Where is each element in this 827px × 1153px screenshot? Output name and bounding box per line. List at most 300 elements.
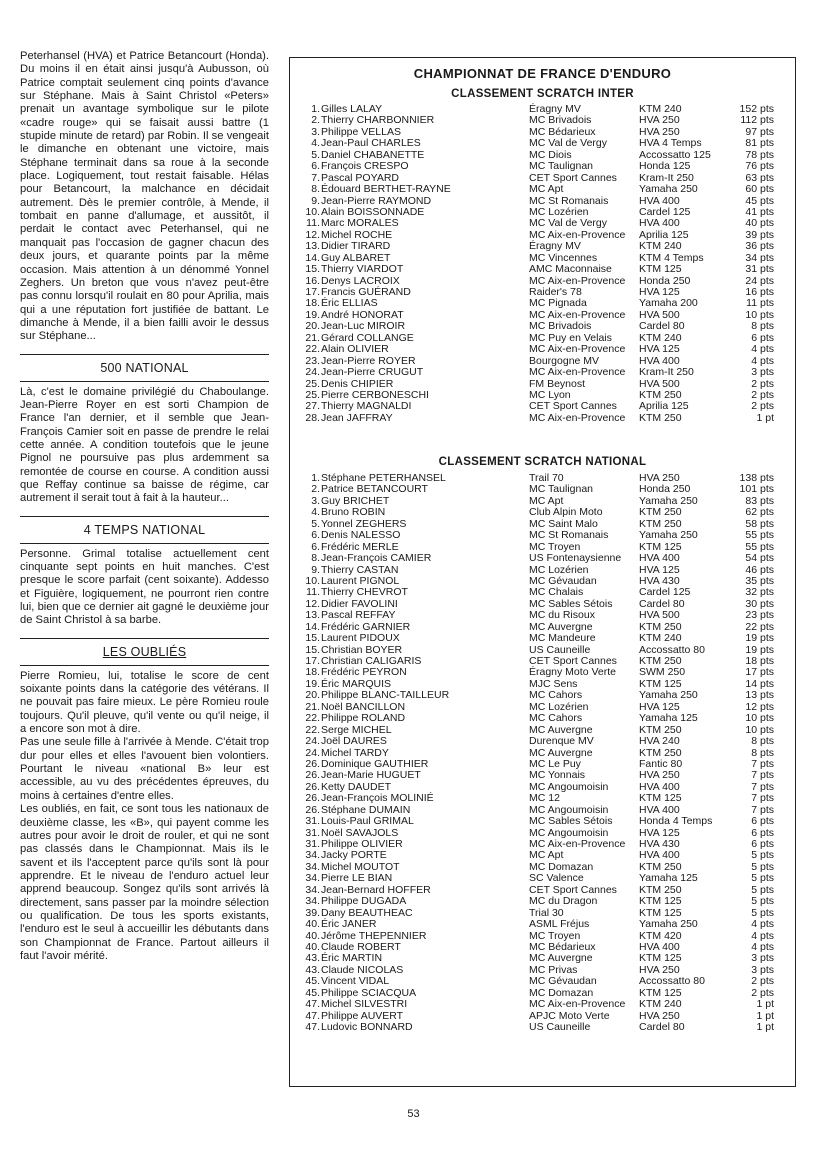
points-cell: 152 pts xyxy=(739,103,774,115)
club-cell: MC Mandeure xyxy=(529,632,596,645)
club-cell: MC Lozérien xyxy=(529,205,589,218)
rank-cell: 19. xyxy=(305,677,320,690)
points-cell: 5 pts xyxy=(751,895,774,908)
rider-name-cell: Michel SILVESTRI xyxy=(321,998,408,1011)
points-cell: 3 pts xyxy=(751,366,774,379)
rider-name-cell: Serge MICHEL xyxy=(321,723,392,736)
club-cell: Bourgogne MV xyxy=(529,354,600,367)
rider-name-cell: Stéphane PETERHANSEL xyxy=(321,472,446,484)
rider-name-cell: Jean-Pierre RAYMOND xyxy=(321,194,432,207)
club-cell: MC Aix-en-Provence xyxy=(529,838,626,850)
points-cell: 40 pts xyxy=(745,217,774,230)
club-cell: MC Bédarieux xyxy=(529,125,596,138)
points-cell: 112 pts xyxy=(740,114,774,127)
motorcycle-cell: HVA 4 Temps xyxy=(639,137,702,150)
rider-name-cell: Didier TIRARD xyxy=(321,240,391,253)
motorcycle-cell: HVA 500 xyxy=(639,377,680,390)
points-cell: 4 pts xyxy=(751,929,774,942)
rank-cell: 40. xyxy=(305,940,320,953)
motorcycle-cell: Yamaha 200 xyxy=(639,297,698,310)
rank-cell: 40. xyxy=(305,918,320,931)
points-cell: 60 pts xyxy=(745,183,774,196)
motorcycle-cell: Kram-It 250 xyxy=(639,366,694,379)
rank-cell: 34. xyxy=(305,849,320,862)
intro-paragraph: Peterhansel (HVA) et Patrice Betancourt (Honda). Du moins il en était ainsi jusqu'à Aubusson, où Patrice comptait seulement cinq points d'avance sur Stéphane. Mais à Saint Christol «Peters» prenait un avantage symbolique sur le pilote «cadre rouge» qui se faisait aussi battre (1 stupide minute de retard) par Robin. Il se vengeait le dimanche en obtenant une victoire, mais Stéphane terminait dans sa roue à la seconde place. Logiquement, tout restait faisable. Hélas pour Betancourt, la malchance en décidait autrement. Dès le premier contrôle, à Mende, il tombait en panne d'allumage, et aussitôt, il perdait le contact avec Peterhansel, qui ne manquait pas l'occasion de gagner chacun des deux jours, et quarante points par la même occasion. Mais attention à un dénommé Yonnel Zeghers. Un breton que vous n'avez peut-être pas connu lorsqu'il roulait en 80 pour Aprilia, mais qui a une réputation fort justifiée de battant. Le dimanche à Mende, il a bien failli avoir le dessus sur Stéphane... xyxy=(20,50,269,343)
points-cell: 138 pts xyxy=(739,472,774,484)
points-cell: 14 pts xyxy=(745,677,774,690)
points-cell: 32 pts xyxy=(745,586,774,599)
club-cell: MC Domazan xyxy=(529,986,594,999)
table-row xyxy=(290,553,795,564)
club-cell: MC Troyen xyxy=(529,540,581,553)
points-cell: 5 pts xyxy=(751,860,774,873)
rank-cell: 8. xyxy=(311,183,320,196)
club-cell: MC Gévaudan xyxy=(529,574,597,587)
table-row xyxy=(290,264,795,275)
rider-name-cell: Michel ROCHE xyxy=(321,228,393,241)
motorcycle-cell: Yamaha 250 xyxy=(639,494,698,507)
rank-cell: 27. xyxy=(305,400,320,413)
club-cell: MC Le Puy xyxy=(529,757,581,770)
club-cell: MC Gévaudan xyxy=(529,975,597,988)
motorcycle-cell: HVA 250 xyxy=(639,472,680,484)
motorcycle-cell: HVA 500 xyxy=(639,308,680,321)
rank-cell: 21. xyxy=(305,700,320,713)
club-cell: MC Sables Sétois xyxy=(529,815,613,828)
rider-name-cell: Claude ROBERT xyxy=(321,940,401,953)
rank-cell: 3. xyxy=(311,125,320,138)
club-cell: MC Val de Vergy xyxy=(529,137,608,150)
club-cell: MC Troyen xyxy=(529,929,581,942)
points-cell: 10 pts xyxy=(745,712,774,725)
points-cell: 7 pts xyxy=(751,780,774,793)
results-title: CHAMPIONNAT DE FRANCE D'ENDURO xyxy=(413,66,672,81)
motorcycle-cell: Yamaha 125 xyxy=(639,872,698,885)
club-cell: MC Auvergne xyxy=(529,620,593,633)
rank-cell: 34. xyxy=(305,872,320,885)
rank-cell: 43. xyxy=(305,963,320,976)
club-cell: SC Valence xyxy=(529,872,584,885)
rider-name-cell: Laurent PIDOUX xyxy=(321,632,400,645)
rider-name-cell: Joël DAURES xyxy=(321,735,387,748)
club-cell: MC Puy en Velais xyxy=(529,331,612,344)
points-cell: 2 pts xyxy=(751,975,774,988)
club-cell: MC Taulignan xyxy=(529,160,594,173)
motorcycle-cell: KTM 250 xyxy=(639,655,682,667)
rider-name-cell: Jean-François MOLINIÉ xyxy=(321,792,434,805)
motorcycle-cell: KTM 240 xyxy=(639,998,682,1011)
rider-name-cell: Michel MOUTOT xyxy=(321,860,400,873)
motorcycle-cell: HVA 500 xyxy=(639,609,680,622)
points-cell: 4 pts xyxy=(751,354,774,367)
motorcycle-cell: Aprilia 125 xyxy=(639,400,689,413)
club-cell: CET Sport Cannes xyxy=(529,171,617,184)
points-cell: 2 pts xyxy=(751,986,774,999)
table-row xyxy=(290,713,795,724)
points-cell: 23 pts xyxy=(745,609,774,622)
motorcycle-cell: KTM 250 xyxy=(639,411,682,424)
motorcycle-cell: Yamaha 250 xyxy=(639,918,698,931)
section-title: 4 TEMPS NATIONAL xyxy=(20,516,269,544)
club-cell: Éragny MV xyxy=(529,103,581,115)
club-cell: MC Auvergne xyxy=(529,723,593,736)
rider-name-cell: Bruno ROBIN xyxy=(321,506,386,519)
club-cell: MC Val de Vergy xyxy=(529,217,608,230)
club-cell: MC Apt xyxy=(529,183,564,196)
rank-cell: 17. xyxy=(305,655,320,667)
motorcycle-cell: Kram-It 250 xyxy=(639,171,694,184)
rank-cell: 23. xyxy=(305,354,320,367)
rank-cell: 25. xyxy=(305,388,320,401)
rider-name-cell: Denis NALESSO xyxy=(321,529,401,542)
club-cell: US Cauneille xyxy=(529,1021,591,1033)
motorcycle-cell: KTM 125 xyxy=(639,906,682,919)
rider-name-cell: Jean JAFFRAY xyxy=(321,411,393,424)
points-cell: 6 pts xyxy=(751,331,774,344)
rider-name-cell: Thierry CHEVROT xyxy=(321,586,408,599)
club-cell: MC Aix-en-Provence xyxy=(529,274,626,287)
rider-name-cell: Claude NICOLAS xyxy=(321,963,404,976)
rider-name-cell: Thierry CHARBONNIER xyxy=(321,114,435,127)
table-row xyxy=(290,413,795,424)
article-column xyxy=(20,50,269,963)
points-cell: 1 pt xyxy=(756,998,774,1011)
motorcycle-cell: KTM 250 xyxy=(639,746,682,759)
motorcycle-cell: KTM 420 xyxy=(639,929,682,942)
rank-cell: 11. xyxy=(306,586,320,599)
rank-cell: 26. xyxy=(305,757,320,770)
motorcycle-cell: KTM 125 xyxy=(639,677,682,690)
rider-name-cell: Pascal POYARD xyxy=(321,171,399,184)
motorcycle-cell: KTM 240 xyxy=(639,103,682,115)
club-cell: MC Lyon xyxy=(529,388,571,401)
rider-name-cell: Christian CALIGARIS xyxy=(321,655,422,667)
points-cell: 8 pts xyxy=(751,735,774,748)
rider-name-cell: Ketty DAUDET xyxy=(321,780,392,793)
rider-name-cell: Philippe DUGADA xyxy=(321,895,407,908)
points-cell: 55 pts xyxy=(745,529,774,542)
motorcycle-cell: Accossatto 125 xyxy=(639,148,711,161)
rank-cell: 45. xyxy=(305,986,320,999)
rank-cell: 20. xyxy=(305,320,320,333)
motorcycle-cell: KTM 125 xyxy=(639,540,682,553)
points-cell: 46 pts xyxy=(745,563,774,576)
rider-name-cell: Jean-Pierre CRUGUT xyxy=(321,366,424,379)
points-cell: 7 pts xyxy=(751,792,774,805)
rider-name-cell: Stéphane DUMAIN xyxy=(321,803,411,816)
club-cell: MC du Dragon xyxy=(529,895,598,908)
motorcycle-cell: Yamaha 250 xyxy=(639,183,698,196)
points-cell: 101 pts xyxy=(739,483,774,496)
section-500-national xyxy=(20,354,269,506)
table-row xyxy=(290,241,795,252)
rank-cell: 10. xyxy=(305,205,320,218)
rank-cell: 6. xyxy=(311,540,320,553)
rank-cell: 9. xyxy=(311,194,320,207)
motorcycle-cell: HVA 125 xyxy=(639,343,680,356)
motorcycle-cell: Honda 4 Temps xyxy=(639,815,713,828)
points-cell: 22 pts xyxy=(745,620,774,633)
table-row xyxy=(290,816,795,827)
points-cell: 16 pts xyxy=(745,286,774,298)
rider-name-cell: Jean-Pierre ROYER xyxy=(321,354,416,367)
points-cell: 35 pts xyxy=(745,574,774,587)
rank-cell: 31. xyxy=(305,815,320,828)
rider-name-cell: Philippe BLANC-TAILLEUR xyxy=(321,689,450,702)
points-cell: 7 pts xyxy=(751,769,774,782)
points-cell: 5 pts xyxy=(751,872,774,885)
motorcycle-cell: HVA 125 xyxy=(639,826,680,839)
rider-name-cell: Dominique GAUTHIER xyxy=(321,757,429,770)
club-cell: MC Brivadois xyxy=(529,114,592,127)
rider-name-cell: Yonnel ZEGHERS xyxy=(321,517,407,530)
section-les-oublies xyxy=(20,638,269,964)
motorcycle-cell: Honda 250 xyxy=(639,483,691,496)
table-row xyxy=(290,344,795,355)
club-cell: MC 12 xyxy=(529,792,560,805)
club-cell: MC Angoumoisin xyxy=(529,780,609,793)
motorcycle-cell: HVA 250 xyxy=(639,769,680,782)
points-cell: 13 pts xyxy=(745,689,774,702)
rank-cell: 15. xyxy=(305,632,320,645)
club-cell: MC St Romanais xyxy=(529,529,609,542)
motorcycle-cell: KTM 240 xyxy=(639,331,682,344)
rider-name-cell: Denis CHIPIER xyxy=(321,377,394,390)
points-cell: 6 pts xyxy=(751,838,774,850)
rank-cell: 5. xyxy=(311,517,320,530)
rank-cell: 18. xyxy=(305,297,320,310)
rank-cell: 31. xyxy=(305,838,320,850)
rider-name-cell: Éric MARTIN xyxy=(321,952,383,965)
rank-cell: 26. xyxy=(305,792,320,805)
motorcycle-cell: KTM 250 xyxy=(639,860,682,873)
points-cell: 58 pts xyxy=(745,517,774,530)
rank-cell: 22. xyxy=(305,343,320,356)
rank-cell: 1. xyxy=(311,103,320,115)
points-cell: 11 pts xyxy=(746,297,774,310)
club-cell: MC Aix-en-Provence xyxy=(529,998,626,1011)
rank-cell: 15. xyxy=(305,263,320,276)
rank-cell: 11. xyxy=(306,217,320,230)
points-cell: 24 pts xyxy=(745,274,774,287)
results-box xyxy=(289,57,796,1087)
club-cell: MC Angoumoisin xyxy=(529,826,609,839)
motorcycle-cell: HVA 400 xyxy=(639,217,680,230)
rider-name-cell: Noël BANCILLON xyxy=(321,700,406,713)
table-row xyxy=(290,999,795,1010)
table-row xyxy=(290,530,795,541)
rank-cell: 12. xyxy=(305,597,320,610)
rider-name-cell: Pierre LE BIAN xyxy=(321,872,393,885)
motorcycle-cell: Aprilia 125 xyxy=(639,228,689,241)
points-cell: 1 pt xyxy=(756,1021,774,1033)
points-cell: 31 pts xyxy=(745,263,774,276)
table-row xyxy=(290,610,795,621)
rank-cell: 26. xyxy=(305,769,320,782)
motorcycle-cell: KTM 125 xyxy=(639,895,682,908)
motorcycle-cell: KTM 250 xyxy=(639,620,682,633)
rank-cell: 2. xyxy=(311,483,320,496)
rank-cell: 19. xyxy=(305,308,320,321)
points-cell: 1 pt xyxy=(756,411,774,424)
rank-cell: 14. xyxy=(305,620,320,633)
rider-name-cell: Jérôme THEPENNIER xyxy=(321,929,427,942)
rider-name-cell: Guy BRICHET xyxy=(321,494,390,507)
motorcycle-cell: KTM 250 xyxy=(639,723,682,736)
club-cell: US Cauneille xyxy=(529,643,591,656)
points-cell: 7 pts xyxy=(751,803,774,816)
inter-table xyxy=(290,104,795,424)
points-cell: 3 pts xyxy=(751,963,774,976)
motorcycle-cell: Cardel 80 xyxy=(639,597,685,610)
points-cell: 10 pts xyxy=(745,723,774,736)
table-row xyxy=(290,736,795,747)
club-cell: MC Bédarieux xyxy=(529,940,596,953)
rank-cell: 24. xyxy=(305,366,320,379)
motorcycle-cell: HVA 430 xyxy=(639,574,680,587)
club-cell: MC Domazan xyxy=(529,860,594,873)
rider-name-cell: André HONORAT xyxy=(321,308,404,321)
rank-cell: 2. xyxy=(311,114,320,127)
rider-name-cell: Frédéric PEYRON xyxy=(321,666,407,679)
rank-cell: 1. xyxy=(311,472,320,484)
club-cell: Trial 30 xyxy=(529,906,564,919)
points-cell: 7 pts xyxy=(751,757,774,770)
motorcycle-cell: HVA 250 xyxy=(639,114,680,127)
points-cell: 4 pts xyxy=(751,343,774,356)
points-cell: 19 pts xyxy=(745,643,774,656)
rank-cell: 17. xyxy=(305,286,320,298)
motorcycle-cell: KTM 250 xyxy=(639,517,682,530)
club-cell: Éragny MV xyxy=(529,240,581,253)
club-cell: MC du Risoux xyxy=(529,609,595,622)
section-text: Là, c'est le domaine privilégié du Chaboulange. Jean-Pierre Royer en est sorti Champion de France l'an dernier, et il semble que Jean-François Camier soit en passe de prendre le relai cette année. A condition toutefois que le jeune Pignol ne poursuive pas plus ardemment sa remontée de course en course. A condition aussi que Reffay continue sa baisse de régime, car autrement il serait tout à fait à la hauteur... xyxy=(20,385,269,505)
rider-name-cell: Philippe AUVERT xyxy=(321,1009,404,1022)
rank-cell: 9. xyxy=(311,563,320,576)
rider-name-cell: Michel TARDY xyxy=(321,746,389,759)
motorcycle-cell: Accossatto 80 xyxy=(639,975,705,988)
motorcycle-cell: HVA 400 xyxy=(639,354,680,367)
motorcycle-cell: KTM 250 xyxy=(639,388,682,401)
table-row xyxy=(290,793,795,804)
club-cell: MC Pignada xyxy=(529,297,587,310)
motorcycle-cell: HVA 400 xyxy=(639,849,680,862)
points-cell: 76 pts xyxy=(745,160,774,173)
points-cell: 12 pts xyxy=(745,700,774,713)
club-cell: MC Aix-en-Provence xyxy=(529,308,626,321)
points-cell: 62 pts xyxy=(745,506,774,519)
club-cell: MC Aix-en-Provence xyxy=(529,366,626,379)
motorcycle-cell: KTM 125 xyxy=(639,986,682,999)
club-cell: FM Beynost xyxy=(529,377,586,390)
table-row xyxy=(290,633,795,644)
club-cell: MC Privas xyxy=(529,963,578,976)
rank-cell: 22. xyxy=(305,712,320,725)
rider-name-cell: Ludovic BONNARD xyxy=(321,1021,413,1033)
rider-name-cell: Jean-Marie HUGUET xyxy=(321,769,421,782)
points-cell: 97 pts xyxy=(745,125,774,138)
rank-cell: 34. xyxy=(305,860,320,873)
motorcycle-cell: HVA 400 xyxy=(639,940,680,953)
rank-cell: 4. xyxy=(311,137,320,150)
club-cell: MC Lozérien xyxy=(529,563,589,576)
rider-name-cell: Didier FAVOLINI xyxy=(321,597,398,610)
club-cell: MC Auvergne xyxy=(529,746,593,759)
rider-name-cell: Thierry VIARDOT xyxy=(321,263,404,276)
club-cell: MC Aix-en-Provence xyxy=(529,343,626,356)
rank-cell: 6. xyxy=(311,529,320,542)
points-cell: 4 pts xyxy=(751,918,774,931)
rider-name-cell: Éric JANER xyxy=(321,918,377,931)
points-cell: 63 pts xyxy=(745,171,774,184)
motorcycle-cell: HVA 250 xyxy=(639,963,680,976)
rank-cell: 34. xyxy=(305,883,320,896)
rider-name-cell: Pascal REFFAY xyxy=(321,609,396,622)
motorcycle-cell: KTM 250 xyxy=(639,506,682,519)
rider-name-cell: Éric MARQUIS xyxy=(321,677,392,690)
points-cell: 8 pts xyxy=(751,746,774,759)
club-cell: MC Saint Malo xyxy=(529,517,598,530)
rank-cell: 8. xyxy=(311,552,320,565)
points-cell: 10 pts xyxy=(745,308,774,321)
motorcycle-cell: Cardel 125 xyxy=(639,205,691,218)
points-cell: 6 pts xyxy=(751,815,774,828)
motorcycle-cell: KTM 240 xyxy=(639,632,682,645)
motorcycle-cell: KTM 4 Temps xyxy=(639,251,704,264)
rider-name-cell: Jacky PORTE xyxy=(321,849,387,862)
motorcycle-cell: Cardel 80 xyxy=(639,320,685,333)
rank-cell: 45. xyxy=(305,975,320,988)
rank-cell: 13. xyxy=(305,609,320,622)
rank-cell: 12. xyxy=(305,228,320,241)
rank-cell: 24. xyxy=(305,746,320,759)
rank-cell: 20. xyxy=(305,689,320,702)
club-cell: Raider's 78 xyxy=(529,286,582,298)
points-cell: 81 pts xyxy=(745,137,774,150)
club-cell: MC Auvergne xyxy=(529,952,593,965)
rider-name-cell: Éric ELLIAS xyxy=(321,297,378,310)
club-cell: MC Brivadois xyxy=(529,320,592,333)
club-cell: MC Aix-en-Provence xyxy=(529,411,626,424)
section-text: Personne. Grimal totalise actuellement cent cinquante sept points en huit manches. C'est presque le score parfait (cent soixante). Addesso et Figuière, logiquement, ne pourront rien contre lui, bien que ce dernier ait gagné le deuxième jour de Saint Christol à sa barbe. xyxy=(20,547,269,627)
rider-name-cell: Laurent PIGNOL xyxy=(321,574,400,587)
points-cell: 41 pts xyxy=(745,205,774,218)
points-cell: 3 pts xyxy=(751,952,774,965)
rider-name-cell: Patrice BETANCOURT xyxy=(321,483,428,496)
national-title: CLASSEMENT SCRATCH NATIONAL xyxy=(438,456,647,468)
rank-cell: 39. xyxy=(305,906,320,919)
club-cell: Éragny Moto Verte xyxy=(529,666,616,679)
club-cell: MC Sables Sétois xyxy=(529,597,613,610)
motorcycle-cell: HVA 400 xyxy=(639,803,680,816)
rank-cell: 24. xyxy=(305,735,320,748)
rank-cell: 21. xyxy=(305,331,320,344)
rider-name-cell: Philippe ROLAND xyxy=(321,712,406,725)
rider-name-cell: Gilles LALAY xyxy=(321,103,383,115)
rank-cell: 6. xyxy=(311,160,320,173)
motorcycle-cell: KTM 240 xyxy=(639,240,682,253)
rider-name-cell: Denys LACROIX xyxy=(321,274,400,287)
club-cell: CET Sport Cannes xyxy=(529,655,617,667)
rider-name-cell: Christian BOYER xyxy=(321,643,403,656)
rider-name-cell: François CRESPO xyxy=(321,160,409,173)
points-cell: 39 pts xyxy=(745,228,774,241)
national-table xyxy=(290,473,795,1033)
table-row xyxy=(290,367,795,378)
points-cell: 4 pts xyxy=(751,940,774,953)
table-row xyxy=(290,161,795,172)
motorcycle-cell: HVA 250 xyxy=(639,1009,680,1022)
